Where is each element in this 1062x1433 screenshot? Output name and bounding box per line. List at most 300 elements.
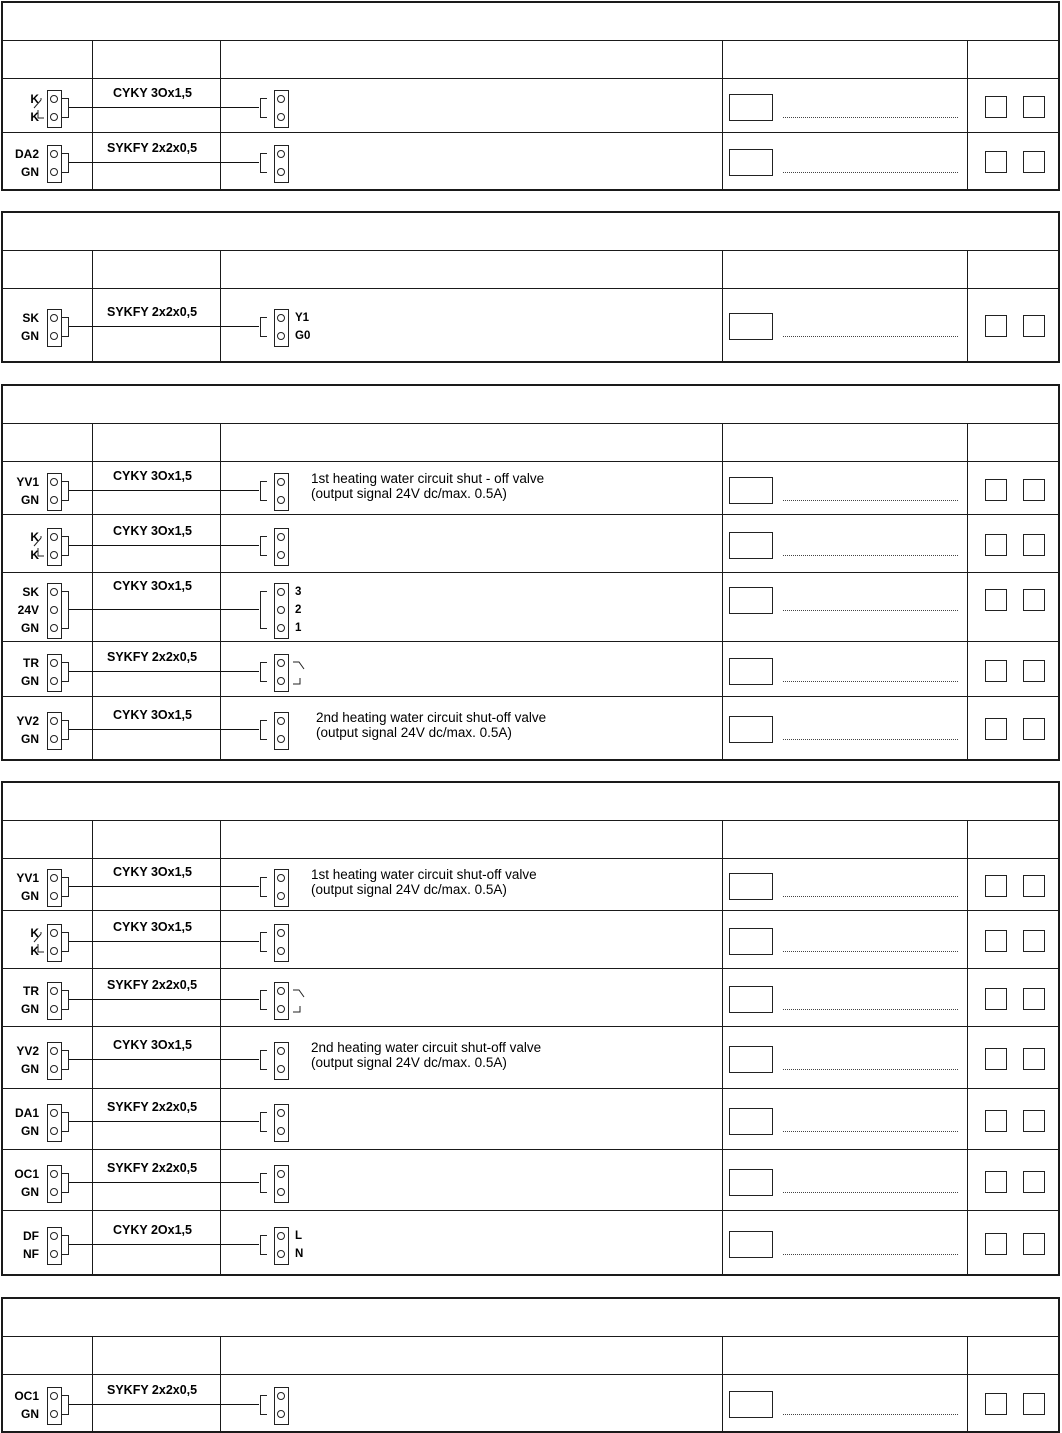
column-divider: [220, 821, 221, 858]
cable-type: SYKFY 2x2x0,5: [107, 1161, 198, 1175]
device-bracket: [260, 720, 267, 740]
entry-box[interactable]: [729, 1108, 773, 1135]
screw-terminal: [277, 533, 285, 541]
column-divider: [722, 821, 723, 858]
column-divider: [92, 515, 93, 572]
check-box[interactable]: [985, 930, 1007, 952]
check-box[interactable]: [1023, 96, 1045, 118]
terminal-label: OC1: [14, 1389, 39, 1403]
terminal-label: GN: [21, 889, 39, 903]
description-line: (output signal 24V dc/max. 0.5A): [311, 882, 507, 897]
terminal-labels: [3, 1042, 39, 1078]
signature-line[interactable]: [783, 117, 958, 118]
section-table: [1, 1, 1060, 191]
cable-wire: [69, 1404, 259, 1405]
column-divider: [220, 289, 221, 361]
device-description: [311, 1040, 541, 1070]
check-box[interactable]: [1023, 534, 1045, 556]
column-divider: [722, 1150, 723, 1210]
terminal-label: TR: [23, 984, 39, 998]
column-divider: [967, 1150, 968, 1210]
device-terminal-block: [274, 583, 289, 639]
check-box[interactable]: [985, 589, 1007, 611]
source-bracket: [62, 1112, 69, 1132]
terminal-labels: [3, 1104, 39, 1140]
screw-terminal: [277, 717, 285, 725]
section-header: [3, 1299, 1058, 1337]
signature-line[interactable]: [783, 555, 958, 556]
device-pin-label: G0: [295, 330, 311, 342]
screw-terminal: [277, 1005, 285, 1013]
column-divider: [722, 1211, 723, 1274]
device-pin-label: 2: [295, 604, 302, 616]
column-divider: [967, 133, 968, 189]
description-line: (output signal 24V dc/max. 0.5A): [311, 1055, 507, 1070]
screw-terminal: [277, 95, 285, 103]
screw-terminal: [277, 929, 285, 937]
terminal-labels: [3, 1165, 39, 1201]
table-row: [3, 133, 1058, 189]
terminal-labels: [3, 654, 39, 690]
source-bracket: [62, 591, 69, 629]
signature-line[interactable]: [783, 951, 958, 952]
screw-terminal: [50, 929, 58, 937]
entry-box[interactable]: [729, 532, 773, 559]
signature-line[interactable]: [783, 739, 958, 740]
source-bracket: [62, 1395, 69, 1415]
contact-symbol: [32, 926, 46, 958]
screw-terminal: [50, 588, 58, 596]
column-divider: [722, 41, 723, 78]
column-divider: [92, 133, 93, 189]
screw-terminal: [50, 735, 58, 743]
entry-box[interactable]: [729, 658, 773, 685]
signature-line[interactable]: [783, 500, 958, 501]
entry-box[interactable]: [729, 716, 773, 743]
check-box[interactable]: [1023, 660, 1045, 682]
check-box[interactable]: [1023, 930, 1045, 952]
source-terminal-block: [47, 528, 62, 566]
screw-terminal: [277, 1392, 285, 1400]
signature-line[interactable]: [783, 1414, 958, 1415]
screw-terminal: [277, 624, 285, 632]
screw-terminal: [277, 892, 285, 900]
cable-type: SYKFY 2x2x0,5: [107, 978, 198, 992]
terminal-label: K: [30, 92, 39, 106]
source-bracket: [62, 932, 69, 952]
check-box[interactable]: [985, 534, 1007, 556]
source-bracket: [62, 877, 69, 897]
check-box[interactable]: [985, 479, 1007, 501]
table-row: [3, 462, 1058, 515]
screw-terminal: [50, 677, 58, 685]
column-divider: [722, 642, 723, 696]
column-header-row: [3, 821, 1058, 859]
source-bracket: [62, 990, 69, 1010]
source-terminal-block: [47, 654, 62, 692]
table-row: [3, 573, 1058, 642]
cable-type: SYKFY 2x2x0,5: [107, 141, 198, 155]
screw-terminal: [50, 314, 58, 322]
check-box[interactable]: [985, 875, 1007, 897]
entry-box[interactable]: [729, 1169, 773, 1196]
device-terminal-block: [274, 528, 289, 566]
check-box[interactable]: [985, 96, 1007, 118]
section-table: [1, 781, 1060, 1276]
signature-line[interactable]: [783, 1192, 958, 1193]
terminal-label: GN: [21, 165, 39, 179]
terminal-label: YV2: [16, 714, 39, 728]
device-pin-labels: [295, 309, 310, 345]
check-box[interactable]: [985, 315, 1007, 337]
description-line: 2nd heating water circuit shut-off valve: [316, 710, 547, 725]
source-bracket: [62, 1050, 69, 1070]
device-bracket: [260, 536, 267, 556]
column-divider: [967, 911, 968, 968]
column-divider: [967, 969, 968, 1026]
device-description: [311, 867, 537, 897]
terminal-labels: [3, 309, 39, 345]
check-box[interactable]: [1023, 151, 1045, 173]
device-bracket: [260, 990, 267, 1010]
cable-type: CYKY 3Ox1,5: [113, 865, 192, 879]
screw-terminal: [277, 1410, 285, 1418]
screw-terminal: [50, 1170, 58, 1178]
terminal-label: TR: [23, 656, 39, 670]
terminal-label: K: [30, 926, 39, 940]
column-divider: [220, 1089, 221, 1149]
terminal-label: YV1: [16, 871, 39, 885]
description-line: 1st heating water circuit shut - off valve: [311, 471, 545, 486]
screw-terminal: [50, 150, 58, 158]
screw-terminal: [277, 987, 285, 995]
screw-terminal: [277, 606, 285, 614]
device-terminal-block: [274, 473, 289, 511]
column-divider: [967, 1027, 968, 1088]
column-divider: [220, 515, 221, 572]
screw-terminal: [50, 95, 58, 103]
screw-terminal: [50, 874, 58, 882]
section-table: [1, 211, 1060, 363]
terminal-label: GN: [21, 1407, 39, 1421]
source-terminal-block: [47, 1165, 62, 1203]
device-terminal-block: [274, 1042, 289, 1080]
column-divider: [967, 697, 968, 759]
signature-line[interactable]: [783, 681, 958, 682]
device-terminal-block: [274, 1227, 289, 1265]
column-divider: [220, 859, 221, 910]
contact-symbol: [32, 92, 46, 124]
screw-terminal: [277, 551, 285, 559]
check-box[interactable]: [985, 718, 1007, 740]
cable-wire: [69, 162, 259, 163]
device-pin-label: Y1: [295, 312, 310, 324]
screw-terminal: [277, 1109, 285, 1117]
terminal-labels: [3, 583, 39, 637]
check-box[interactable]: [985, 1233, 1007, 1255]
device-bracket: [260, 317, 267, 337]
signature-line[interactable]: [783, 336, 958, 337]
cable-wire: [69, 1244, 259, 1245]
terminal-labels: [3, 473, 39, 509]
check-box[interactable]: [1023, 718, 1045, 740]
source-bracket: [62, 98, 69, 118]
cable-type: CYKY 3Ox1,5: [113, 1038, 192, 1052]
column-divider: [722, 1337, 723, 1374]
check-box[interactable]: [1023, 1110, 1045, 1132]
screw-terminal: [277, 496, 285, 504]
source-terminal-block: [47, 309, 62, 347]
table-row: [3, 79, 1058, 133]
table-row: [3, 1027, 1058, 1089]
cable-type: SYKFY 2x2x0,5: [107, 650, 198, 664]
screw-terminal: [50, 659, 58, 667]
column-divider: [92, 251, 93, 288]
column-divider: [967, 41, 968, 78]
device-terminal-block: [274, 869, 289, 907]
signature-line[interactable]: [783, 172, 958, 173]
column-divider: [722, 859, 723, 910]
screw-terminal: [50, 533, 58, 541]
column-header-row: [3, 251, 1058, 289]
signature-line[interactable]: [783, 610, 958, 611]
column-divider: [967, 462, 968, 514]
screw-terminal: [50, 624, 58, 632]
source-terminal-block: [47, 1104, 62, 1142]
column-divider: [92, 424, 93, 461]
device-bracket: [260, 98, 267, 118]
entry-box[interactable]: [729, 986, 773, 1013]
check-box[interactable]: [1023, 1048, 1045, 1070]
column-divider: [220, 1375, 221, 1431]
entry-box[interactable]: [729, 1046, 773, 1073]
column-divider: [220, 424, 221, 461]
column-divider: [722, 1089, 723, 1149]
table-row: [3, 969, 1058, 1027]
device-pin-label: 3: [295, 586, 302, 598]
screw-terminal: [277, 150, 285, 158]
column-divider: [92, 462, 93, 514]
device-terminal-block: [274, 712, 289, 750]
column-divider: [92, 1027, 93, 1088]
column-divider: [722, 1027, 723, 1088]
description-line: 1st heating water circuit shut-off valve: [311, 867, 537, 882]
cable-type: CYKY 2Ox1,5: [113, 1223, 192, 1237]
screw-terminal: [277, 168, 285, 176]
terminal-label: NF: [23, 1247, 39, 1261]
cable-wire: [69, 1121, 259, 1122]
entry-box[interactable]: [729, 587, 773, 614]
column-divider: [967, 1211, 968, 1274]
device-pin-labels: [295, 1227, 303, 1263]
column-divider: [967, 289, 968, 361]
column-divider: [92, 697, 93, 759]
screw-terminal: [50, 1392, 58, 1400]
column-divider: [967, 1089, 968, 1149]
device-pin-label: L: [295, 1230, 303, 1242]
check-box[interactable]: [1023, 479, 1045, 501]
column-divider: [220, 573, 221, 641]
device-terminal-block: [274, 1104, 289, 1142]
terminal-labels: [3, 1227, 39, 1263]
device-pin-label: N: [295, 1248, 304, 1260]
source-terminal-block: [47, 712, 62, 750]
screw-terminal: [50, 892, 58, 900]
device-terminal-block: [274, 1165, 289, 1203]
signature-line[interactable]: [783, 1131, 958, 1132]
check-box[interactable]: [1023, 589, 1045, 611]
column-divider: [967, 251, 968, 288]
device-description: [311, 471, 544, 501]
source-terminal-block: [47, 1042, 62, 1080]
device-terminal-block: [274, 309, 289, 347]
terminal-label: YV1: [16, 475, 39, 489]
device-bracket: [260, 1173, 267, 1193]
terminal-label: GN: [21, 674, 39, 688]
screw-terminal: [50, 1188, 58, 1196]
check-box[interactable]: [985, 1393, 1007, 1415]
entry-box[interactable]: [729, 313, 773, 340]
terminal-label: DF: [23, 1229, 39, 1243]
table-row: [3, 697, 1058, 759]
description-line: 2nd heating water circuit shut-off valve: [311, 1040, 542, 1055]
signature-line[interactable]: [783, 1254, 958, 1255]
contact-symbol: [32, 530, 46, 562]
signature-line[interactable]: [783, 1009, 958, 1010]
table-row: [3, 1375, 1058, 1431]
column-divider: [92, 1375, 93, 1431]
check-box[interactable]: [1023, 1393, 1045, 1415]
screw-terminal: [50, 1047, 58, 1055]
device-bracket: [260, 1050, 267, 1070]
terminal-label: GN: [21, 1062, 39, 1076]
device-bracket: [260, 877, 267, 897]
description-line: (output signal 24V dc/max. 0.5A): [316, 725, 512, 740]
signature-line[interactable]: [783, 896, 958, 897]
screw-terminal: [277, 947, 285, 955]
column-divider: [92, 1337, 93, 1374]
check-box[interactable]: [985, 660, 1007, 682]
column-divider: [220, 911, 221, 968]
entry-box[interactable]: [729, 477, 773, 504]
screw-terminal: [50, 478, 58, 486]
device-bracket: [260, 1235, 267, 1255]
column-divider: [92, 1150, 93, 1210]
column-divider: [92, 1089, 93, 1149]
check-box[interactable]: [985, 1171, 1007, 1193]
check-box[interactable]: [985, 1110, 1007, 1132]
entry-box[interactable]: [729, 928, 773, 955]
switch-symbol: [292, 656, 316, 688]
screw-terminal: [277, 332, 285, 340]
screw-terminal: [50, 113, 58, 121]
check-box[interactable]: [985, 151, 1007, 173]
check-box[interactable]: [1023, 875, 1045, 897]
check-box[interactable]: [1023, 1171, 1045, 1193]
column-divider: [722, 515, 723, 572]
terminal-label: OC1: [14, 1167, 39, 1181]
screw-terminal: [277, 588, 285, 596]
terminal-label: GN: [21, 621, 39, 635]
screw-terminal: [277, 735, 285, 743]
column-divider: [722, 79, 723, 132]
column-divider: [220, 697, 221, 759]
device-bracket: [260, 932, 267, 952]
cable-wire: [69, 941, 259, 942]
entry-box[interactable]: [729, 149, 773, 176]
screw-terminal: [277, 478, 285, 486]
check-box[interactable]: [985, 1048, 1007, 1070]
column-divider: [722, 424, 723, 461]
screw-terminal: [50, 1065, 58, 1073]
source-bracket: [62, 317, 69, 337]
terminal-label: K: [30, 110, 39, 124]
device-terminal-block: [274, 982, 289, 1020]
screw-terminal: [277, 874, 285, 882]
table-row: [3, 642, 1058, 697]
column-divider: [92, 1211, 93, 1274]
device-terminal-block: [274, 924, 289, 962]
check-box[interactable]: [1023, 988, 1045, 1010]
switch-symbol: [292, 984, 316, 1016]
entry-box[interactable]: [729, 1231, 773, 1258]
column-divider: [220, 642, 221, 696]
column-divider: [722, 573, 723, 641]
column-divider: [92, 821, 93, 858]
source-bracket: [62, 153, 69, 173]
check-box[interactable]: [985, 988, 1007, 1010]
device-bracket: [260, 153, 267, 173]
column-divider: [722, 911, 723, 968]
column-divider: [722, 289, 723, 361]
check-box[interactable]: [1023, 315, 1045, 337]
source-bracket: [62, 1173, 69, 1193]
column-divider: [92, 573, 93, 641]
signature-line[interactable]: [783, 1069, 958, 1070]
device-terminal-block: [274, 145, 289, 183]
cable-type: CYKY 3Ox1,5: [113, 524, 192, 538]
device-terminal-block: [274, 654, 289, 692]
column-divider: [722, 133, 723, 189]
screw-terminal: [50, 1232, 58, 1240]
cable-wire: [69, 886, 259, 887]
column-divider: [967, 79, 968, 132]
section-header: [3, 3, 1058, 41]
entry-box[interactable]: [729, 1391, 773, 1418]
terminal-labels: [3, 869, 39, 905]
screw-terminal: [277, 677, 285, 685]
source-terminal-block: [47, 583, 62, 639]
screw-terminal: [277, 1065, 285, 1073]
column-divider: [220, 1337, 221, 1374]
entry-box[interactable]: [729, 94, 773, 121]
check-box[interactable]: [1023, 1233, 1045, 1255]
device-pin-label: 1: [295, 622, 302, 634]
cable-wire: [69, 1182, 259, 1183]
table-row: [3, 1150, 1058, 1211]
screw-terminal: [50, 987, 58, 995]
section-header: [3, 386, 1058, 424]
cable-type: CYKY 3Ox1,5: [113, 86, 192, 100]
column-divider: [722, 251, 723, 288]
entry-box[interactable]: [729, 873, 773, 900]
cable-wire: [69, 326, 259, 327]
column-divider: [967, 1375, 968, 1431]
terminal-labels: [3, 1387, 39, 1423]
column-divider: [220, 462, 221, 514]
column-divider: [967, 1337, 968, 1374]
screw-terminal: [50, 1410, 58, 1418]
